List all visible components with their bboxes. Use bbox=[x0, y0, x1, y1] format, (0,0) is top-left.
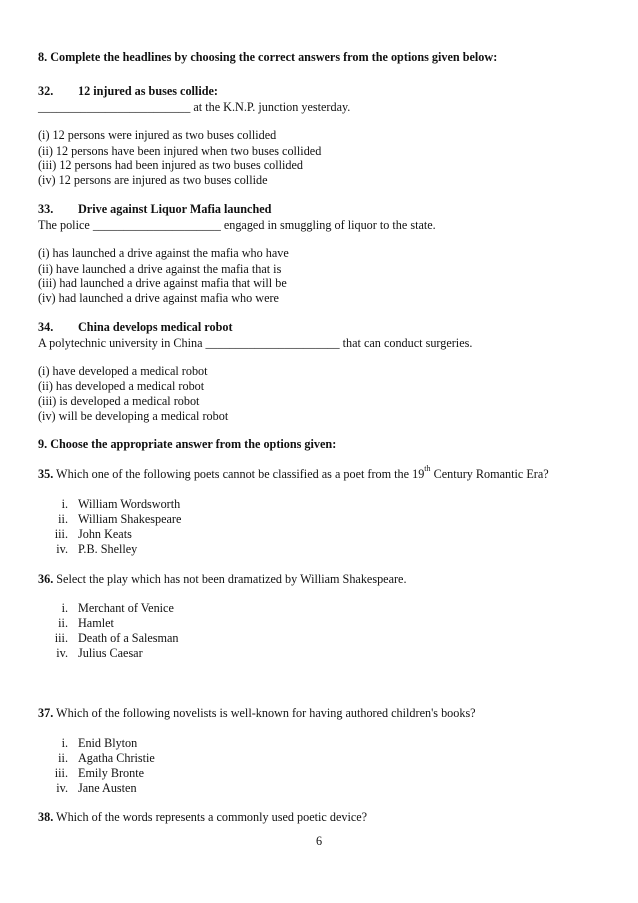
section-9-heading: 9. Choose the appropriate answer from the options given: bbox=[38, 437, 337, 451]
question-37-number: 37. bbox=[38, 706, 54, 720]
question-34-stem: A polytechnic university in China ______________________ that can conduct surgeries. bbox=[38, 336, 473, 350]
question-34-number: 34. bbox=[38, 320, 54, 334]
question-32-stem: _________________________ at the K.N.P. junction yesterday. bbox=[38, 100, 351, 114]
question-37-option-4 bbox=[26, 781, 137, 795]
question-34-option-2: (ii) has developed a medical robot bbox=[38, 379, 205, 393]
question-35 bbox=[38, 463, 549, 481]
question-32-headline bbox=[38, 84, 218, 98]
option-text: Emily Bronte bbox=[78, 766, 145, 780]
question-37 bbox=[38, 706, 476, 720]
question-37-option-2 bbox=[26, 751, 155, 765]
option-roman: ii. bbox=[58, 616, 68, 630]
page-number: 6 bbox=[315, 834, 323, 848]
question-35-superscript: th bbox=[424, 463, 431, 473]
option-text: Merchant of Venice bbox=[78, 601, 174, 615]
question-33-option-4: (iv) had launched a drive against mafia who were bbox=[38, 291, 279, 305]
option-roman: i. bbox=[61, 736, 68, 750]
question-35-text-end: Century Romantic Era? bbox=[430, 467, 549, 481]
question-36-option-1 bbox=[26, 601, 174, 615]
question-37-option-3 bbox=[26, 766, 144, 780]
question-35-option-2 bbox=[26, 512, 181, 526]
question-38 bbox=[38, 810, 367, 824]
option-text: Hamlet bbox=[78, 616, 114, 630]
question-32-option-2: (ii) 12 persons have been injured when two buses collided bbox=[38, 144, 322, 158]
option-text: Enid Blyton bbox=[78, 736, 138, 750]
option-text: P.B. Shelley bbox=[78, 542, 138, 556]
question-33-headline bbox=[38, 202, 271, 216]
option-text: John Keats bbox=[78, 527, 132, 541]
question-38-number: 38. bbox=[38, 810, 54, 824]
option-roman: ii. bbox=[58, 512, 68, 526]
option-roman: iv. bbox=[56, 781, 68, 795]
option-roman: i. bbox=[61, 601, 68, 615]
question-36-option-3 bbox=[26, 631, 179, 645]
question-33-option-1: (i) has launched a drive against the mafia who have bbox=[38, 246, 289, 260]
question-38-text: Which of the words represents a commonly used poetic device? bbox=[53, 810, 368, 824]
question-36 bbox=[38, 572, 407, 586]
question-33-option-2: (ii) have launched a drive against the mafia that is bbox=[38, 262, 282, 276]
option-roman: i. bbox=[61, 497, 68, 511]
question-35-option-3 bbox=[26, 527, 132, 541]
question-37-text: Which of the following novelists is well-known for having authored children's books? bbox=[53, 706, 476, 720]
question-35-option-1 bbox=[26, 497, 180, 511]
question-34-option-1: (i) have developed a medical robot bbox=[38, 364, 208, 378]
question-36-text: Select the play which has not been dramatized by William Shakespeare. bbox=[53, 572, 407, 586]
question-33-headline-text: Drive against Liquor Mafia launched bbox=[78, 202, 272, 216]
option-roman: iii. bbox=[54, 631, 68, 645]
question-36-option-2 bbox=[26, 616, 114, 630]
question-34-option-3: (iii) is developed a medical robot bbox=[38, 394, 200, 408]
question-37-option-1 bbox=[26, 736, 137, 750]
option-text: Agatha Christie bbox=[78, 751, 155, 765]
option-roman: iv. bbox=[56, 542, 68, 556]
option-roman: iii. bbox=[54, 766, 68, 780]
question-33-stem: The police _____________________ engaged in smuggling of liquor to the state. bbox=[38, 218, 436, 232]
question-35-option-4 bbox=[26, 542, 137, 556]
option-text: Jane Austen bbox=[78, 781, 137, 795]
question-36-option-4 bbox=[26, 646, 143, 660]
question-34-option-4: (iv) will be developing a medical robot bbox=[38, 409, 229, 423]
option-text: Julius Caesar bbox=[78, 646, 143, 660]
question-33-option-3: (iii) had launched a drive against mafia that will be bbox=[38, 276, 287, 290]
option-roman: ii. bbox=[58, 751, 68, 765]
question-36-number: 36. bbox=[38, 572, 54, 586]
option-text: William Shakespeare bbox=[78, 512, 182, 526]
question-35-text: Which one of the following poets cannot be classified as a poet from the 19 bbox=[53, 467, 425, 481]
question-32-option-4: (iv) 12 persons are injured as two buses collide bbox=[38, 173, 268, 187]
question-34-headline-text: China develops medical robot bbox=[78, 320, 233, 334]
option-roman: iv. bbox=[56, 646, 68, 660]
option-text: William Wordsworth bbox=[78, 497, 181, 511]
question-34-headline bbox=[38, 320, 233, 334]
option-roman: iii. bbox=[54, 527, 68, 541]
question-32-number: 32. bbox=[38, 84, 54, 98]
question-32-headline-text: 12 injured as buses collide: bbox=[78, 84, 218, 98]
question-32-option-1: (i) 12 persons were injured as two buses collided bbox=[38, 128, 277, 142]
question-32-option-3: (iii) 12 persons had been injured as two buses collided bbox=[38, 158, 304, 172]
question-35-number: 35. bbox=[38, 467, 54, 481]
option-text: Death of a Salesman bbox=[78, 631, 179, 645]
section-8-heading: 8. Complete the headlines by choosing the correct answers from the options given below: bbox=[38, 50, 498, 64]
question-33-number: 33. bbox=[38, 202, 54, 216]
